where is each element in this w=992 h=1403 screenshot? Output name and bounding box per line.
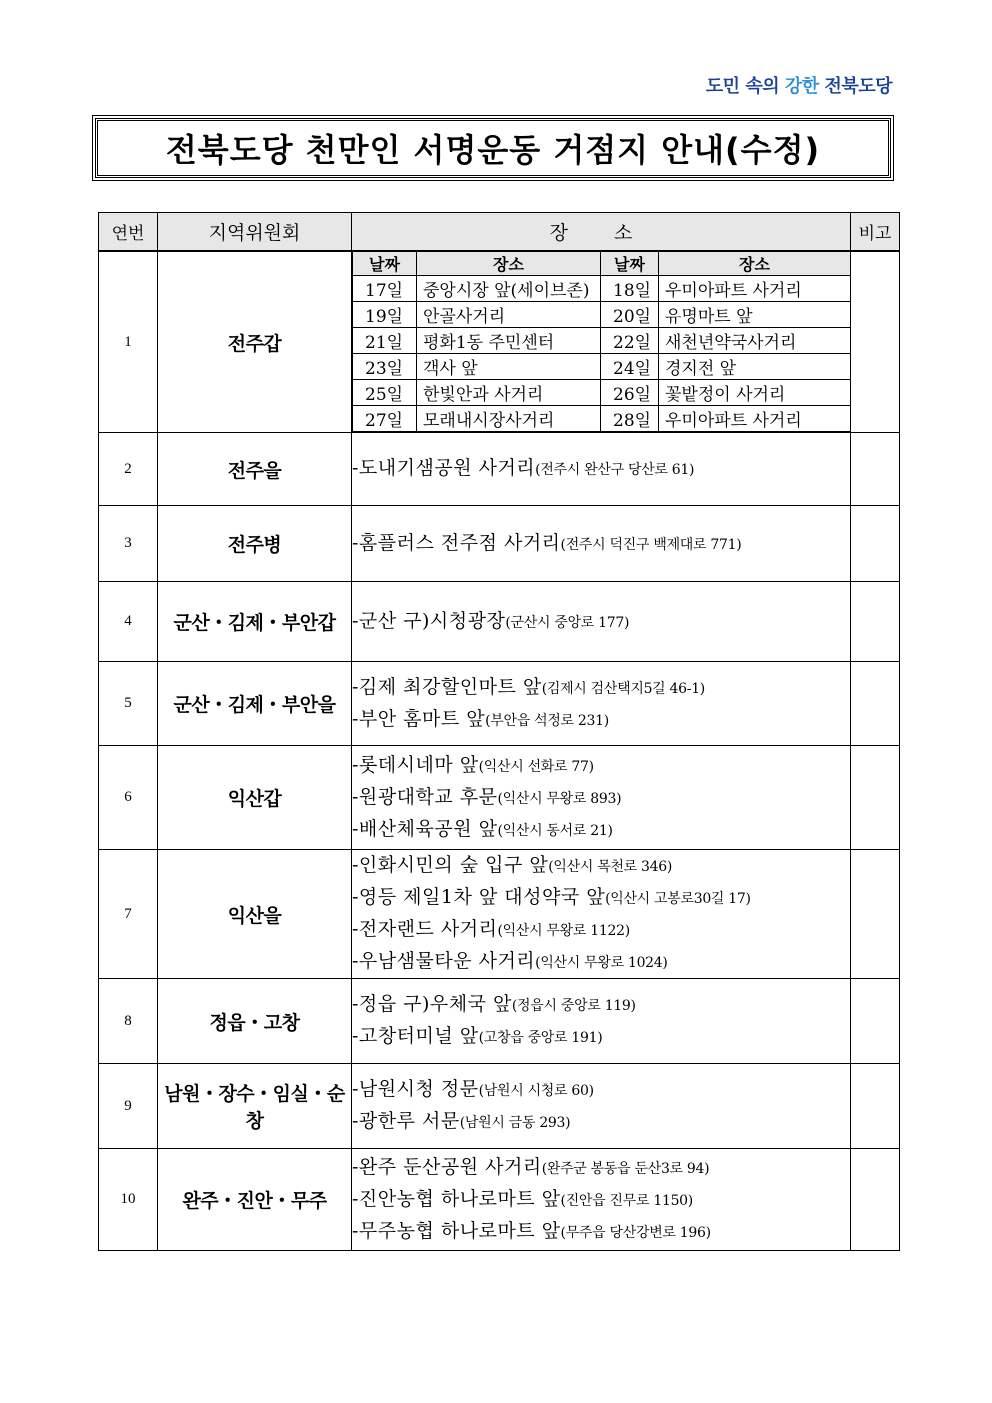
table-row [99, 1064, 900, 1149]
schedule-date: 28일 [601, 406, 659, 432]
row-number: 7 [99, 850, 158, 979]
location-name: -김제 최강할인마트 앞 [352, 675, 542, 698]
note-cell [851, 662, 900, 746]
schedule-place: 안골사거리 [417, 302, 601, 328]
schedule-date: 24일 [601, 354, 659, 380]
schedule-place: 꽃밭정이 사거리 [659, 380, 851, 406]
location-item [352, 989, 850, 1021]
row-number: 6 [99, 746, 158, 850]
location-item [352, 1021, 850, 1053]
page-title: 전북도당 천만인 서명운동 거점지 안내(수정) [165, 131, 821, 169]
region-name: 익산을 [158, 850, 352, 979]
schedule-place: 평화1동 주민센터 [417, 328, 601, 354]
schedule-header-place: 장소 [417, 252, 601, 276]
row-number: 2 [99, 433, 158, 506]
note-cell [851, 582, 900, 662]
location-name: -우남샘물타운 사거리 [352, 950, 536, 972]
location-item [352, 946, 850, 978]
location-item [352, 1184, 850, 1216]
region-name: 전주을 [158, 433, 352, 506]
location-name: -배산체육공원 앞 [352, 817, 498, 840]
table-row [99, 506, 900, 582]
schedule-date: 19일 [353, 302, 417, 328]
location-item [352, 1074, 850, 1106]
header-no: 연번 [99, 213, 158, 252]
location-item [352, 606, 850, 638]
location-item [352, 914, 850, 946]
header-note: 비고 [851, 213, 900, 252]
location-address: (전주시 완산구 당산로 61) [535, 462, 695, 478]
location-name: -군산 구)시청광장 [352, 609, 506, 632]
schedule-date: 20일 [601, 302, 659, 328]
region-name: 완주・진안・무주 [158, 1149, 352, 1251]
note-cell [851, 850, 900, 979]
location-name: -완주 둔산공원 사거리 [352, 1155, 542, 1178]
schedule-date: 25일 [353, 380, 417, 406]
location-address: (익산시 선화로 77) [478, 758, 594, 775]
note-cell [851, 506, 900, 582]
location-address: (김제시 검산택지5길 46-1) [541, 680, 705, 697]
location-cell [352, 1064, 851, 1149]
location-name: -홈플러스 전주점 사거리 [352, 531, 561, 554]
slogan-part-3: 전북도당 [818, 76, 892, 97]
party-slogan [706, 72, 892, 98]
location-address: (전주시 덕진구 백제대로 771) [560, 536, 742, 553]
location-table [98, 212, 900, 1251]
region-name: 정읍・고창 [158, 979, 352, 1064]
schedule-date: 23일 [353, 354, 417, 380]
schedule-row [353, 406, 851, 432]
table-row [99, 582, 900, 662]
schedule-row [353, 354, 851, 380]
schedule-table [352, 252, 851, 432]
location-name: -광한루 서문 [352, 1110, 460, 1132]
location-name: -고창터미널 앞 [352, 1025, 479, 1047]
schedule-date: 22일 [601, 328, 659, 354]
location-cell [352, 850, 851, 979]
schedule-cell [352, 251, 851, 433]
table-row [99, 850, 900, 979]
location-address: (남원시 시청로 60) [478, 1083, 594, 1099]
row-number: 4 [99, 582, 158, 662]
schedule-row [353, 380, 851, 406]
schedule-place: 한빛안과 사거리 [417, 380, 601, 406]
schedule-date: 27일 [353, 406, 417, 432]
location-cell [352, 662, 851, 746]
schedule-place: 객사 앞 [417, 354, 601, 380]
schedule-row [353, 302, 851, 328]
schedule-place: 유명마트 앞 [659, 302, 851, 328]
region-name: 전주병 [158, 506, 352, 582]
schedule-date: 18일 [601, 276, 659, 302]
location-item [352, 782, 850, 814]
location-address: (부안읍 석정로 231) [485, 712, 609, 729]
row-number: 10 [99, 1149, 158, 1251]
location-cell [352, 506, 851, 582]
schedule-place: 새천년약국사거리 [659, 328, 851, 354]
location-item [352, 528, 850, 560]
table-row [99, 979, 900, 1064]
table-row [99, 1149, 900, 1251]
location-address: (익산시 무왕로 893) [497, 790, 622, 807]
region-name: 익산갑 [158, 746, 352, 850]
row-number: 1 [99, 251, 158, 433]
location-item [352, 814, 850, 846]
location-item [352, 882, 850, 914]
location-address: (무주읍 당산강변로 196) [560, 1224, 711, 1241]
location-address: (고창읍 중앙로 191) [478, 1030, 603, 1046]
location-address: (익산시 고봉로30길 17) [605, 891, 751, 907]
note-cell [851, 251, 900, 433]
region-name: 군산・김제・부안갑 [158, 582, 352, 662]
location-address: (완주군 봉동읍 둔산3로 94) [541, 1160, 710, 1177]
note-cell [851, 433, 900, 506]
location-name: -진안농협 하나로마트 앞 [352, 1187, 561, 1210]
row-number: 9 [99, 1064, 158, 1149]
table-row [99, 662, 900, 746]
location-address: (익산시 목천로 346) [548, 859, 673, 875]
location-address: (정읍시 중앙로 119) [511, 998, 636, 1014]
location-cell [352, 433, 851, 506]
row-number: 5 [99, 662, 158, 746]
location-name: -원광대학교 후문 [352, 785, 498, 808]
schedule-place: 우미아파트 사거리 [659, 276, 851, 302]
schedule-place: 경지전 앞 [659, 354, 851, 380]
schedule-header-row [353, 252, 851, 276]
location-address: (익산시 무왕로 1024) [535, 955, 668, 971]
location-address: (익산시 무왕로 1122) [497, 923, 630, 939]
row-number: 8 [99, 979, 158, 1064]
schedule-row [353, 328, 851, 354]
table-row [99, 433, 900, 506]
schedule-date: 26일 [601, 380, 659, 406]
slogan-part-1: 도민 속의 [705, 76, 785, 97]
header-region: 지역위원회 [158, 213, 352, 252]
table-row [99, 746, 900, 850]
location-item [352, 750, 850, 782]
location-address: (군산시 중앙로 177) [505, 614, 630, 631]
location-name: -남원시청 정문 [352, 1078, 479, 1100]
note-cell [851, 1064, 900, 1149]
table-header-row [99, 213, 900, 252]
region-name: 전주갑 [158, 251, 352, 433]
slogan-part-2: 강한 [784, 76, 819, 97]
note-cell [851, 746, 900, 850]
location-cell [352, 746, 851, 850]
schedule-place: 모래내시장사거리 [417, 406, 601, 432]
location-item [352, 1216, 850, 1248]
location-address: (진안읍 진무로 1150) [560, 1192, 693, 1209]
location-name: -롯데시네마 앞 [352, 753, 479, 776]
location-name: -무주농협 하나로마트 앞 [352, 1219, 561, 1242]
schedule-header-date: 날짜 [353, 252, 417, 276]
location-cell [352, 979, 851, 1064]
location-item [352, 704, 850, 736]
schedule-header-place: 장소 [659, 252, 851, 276]
location-item [352, 672, 850, 704]
location-cell [352, 1149, 851, 1251]
region-name: 군산・김제・부안을 [158, 662, 352, 746]
table-row [99, 251, 900, 433]
region-name: 남원・장수・임실・순창 [158, 1064, 352, 1149]
header-place: 장 소 [352, 213, 851, 252]
note-cell [851, 1149, 900, 1251]
location-name: -부안 홈마트 앞 [352, 707, 486, 730]
location-item [352, 850, 850, 882]
location-cell [352, 582, 851, 662]
schedule-date: 21일 [353, 328, 417, 354]
location-name: -인화시민의 숲 입구 앞 [352, 854, 549, 876]
schedule-row [353, 276, 851, 302]
location-address: (익산시 동서로 21) [497, 822, 613, 839]
note-cell [851, 979, 900, 1064]
location-name: -정읍 구)우체국 앞 [352, 993, 512, 1015]
schedule-place: 우미아파트 사거리 [659, 406, 851, 432]
location-name: -영등 제일1차 앞 대성약국 앞 [352, 886, 606, 908]
location-name: -전자랜드 사거리 [352, 918, 498, 940]
schedule-date: 17일 [353, 276, 417, 302]
location-item [352, 1152, 850, 1184]
location-item [352, 453, 850, 485]
location-name: -도내기샘공원 사거리 [352, 457, 536, 479]
schedule-place: 중앙시장 앞(세이브존) [417, 276, 601, 302]
schedule-header-date: 날짜 [601, 252, 659, 276]
location-item [352, 1106, 850, 1138]
title-box [95, 118, 891, 178]
location-address: (남원시 금동 293) [459, 1115, 571, 1131]
row-number: 3 [99, 506, 158, 582]
